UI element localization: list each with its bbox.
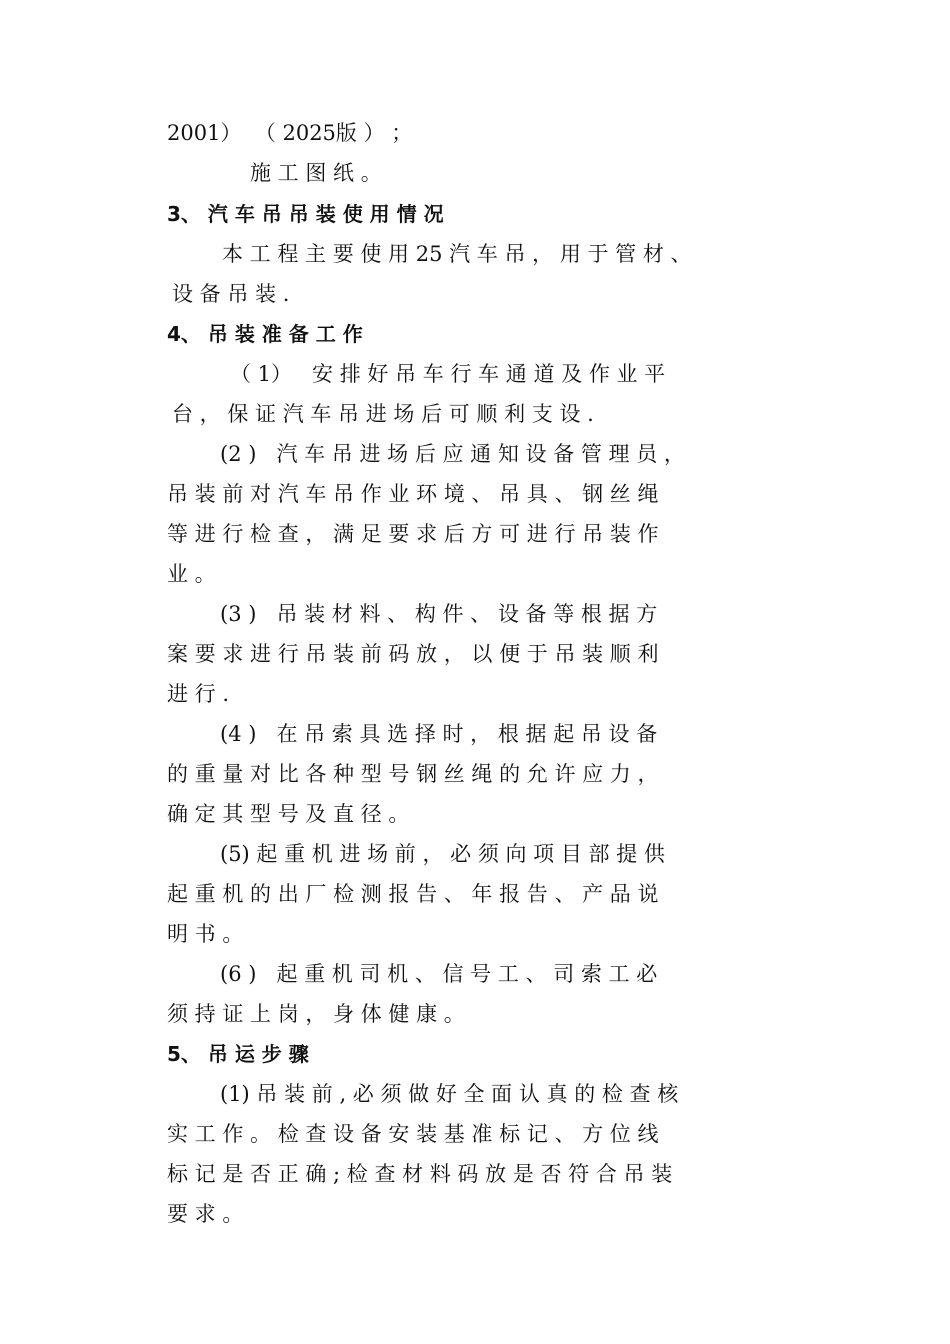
text-line: 标 记 是 否 正 确 ; 检 查 材 料 码 放 是 否 符 合 吊 装 — [167, 1162, 673, 1186]
text-line: (2 ) 汽 车 吊 进 场 后 应 通 知 设 备 管 理 员 ， — [220, 442, 685, 466]
text-line: 起 重 机 的 出 厂 检 测 报 告 、 年 报 告 、 产 品 说 — [167, 882, 659, 906]
text-line: 要 求 。 — [167, 1202, 244, 1226]
text-line: (5) 起 重 机 进 场 前 ， 必 须 向 项 目 部 提 供 — [220, 842, 665, 866]
text-line: （ 1） 安 排 好 吊 车 行 车 通 道 及 作 业 平 — [230, 362, 666, 386]
section-heading: 4、 吊 装 准 备 工 作 — [167, 322, 363, 346]
text-line: 2001） （ 2025版 ） ； — [167, 121, 413, 145]
text-line: 确 定 其 型 号 及 直 径 。 — [167, 802, 410, 826]
text-line: (1) 吊 装 前 , 必 须 做 好 全 面 认 真 的 检 查 核 — [220, 1082, 679, 1106]
text-line: 案 要 求 进 行 吊 装 前 码 放 ， 以 便 于 吊 装 顺 利 — [167, 642, 659, 666]
text-line: 明 书 。 — [167, 922, 244, 946]
text-line: 等 进 行 检 查 ， 满 足 要 求 后 方 可 进 行 吊 装 作 — [167, 522, 659, 546]
section-heading: 3、 汽 车 吊 吊 装 使 用 情 况 — [167, 202, 444, 226]
text-line: (6 ) 起 重 机 司 机 、 信 号 工 、 司 索 工 必 — [220, 962, 658, 986]
text-line: 进 行 . — [167, 682, 230, 706]
text-line: 的 重 量 对 比 各 种 型 号 钢 丝 绳 的 允 许 应 力 ， — [167, 762, 659, 786]
section-heading: 5、 吊 运 步 骤 — [167, 1042, 309, 1066]
text-line: 台 ， 保 证 汽 车 吊 进 场 后 可 顺 利 支 设 . — [172, 402, 594, 426]
text-line: 设 备 吊 装 . — [172, 282, 290, 306]
text-line: 须 持 证 上 岗 ， 身 体 健 康 。 — [167, 1002, 465, 1026]
text-line: 施 工 图 纸 。 — [250, 161, 382, 185]
text-line: 本 工 程 主 要 使 用 25 汽 车 吊 ， 用 于 管 材 、 — [222, 242, 692, 266]
text-line: 业 。 — [167, 562, 216, 586]
text-line: 实 工 作 。 检 查 设 备 安 装 基 准 标 记 、 方 位 线 — [167, 1122, 659, 1146]
text-line: 吊 装 前 对 汽 车 吊 作 业 环 境 、 吊 具 、 钢 丝 绳 — [167, 482, 659, 506]
text-line: (4 ) 在 吊 索 具 选 择 时 ， 根 据 起 吊 设 备 — [220, 722, 658, 746]
text-line: (3 ) 吊 装 材 料 、 构 件 、 设 备 等 根 据 方 — [220, 602, 658, 626]
